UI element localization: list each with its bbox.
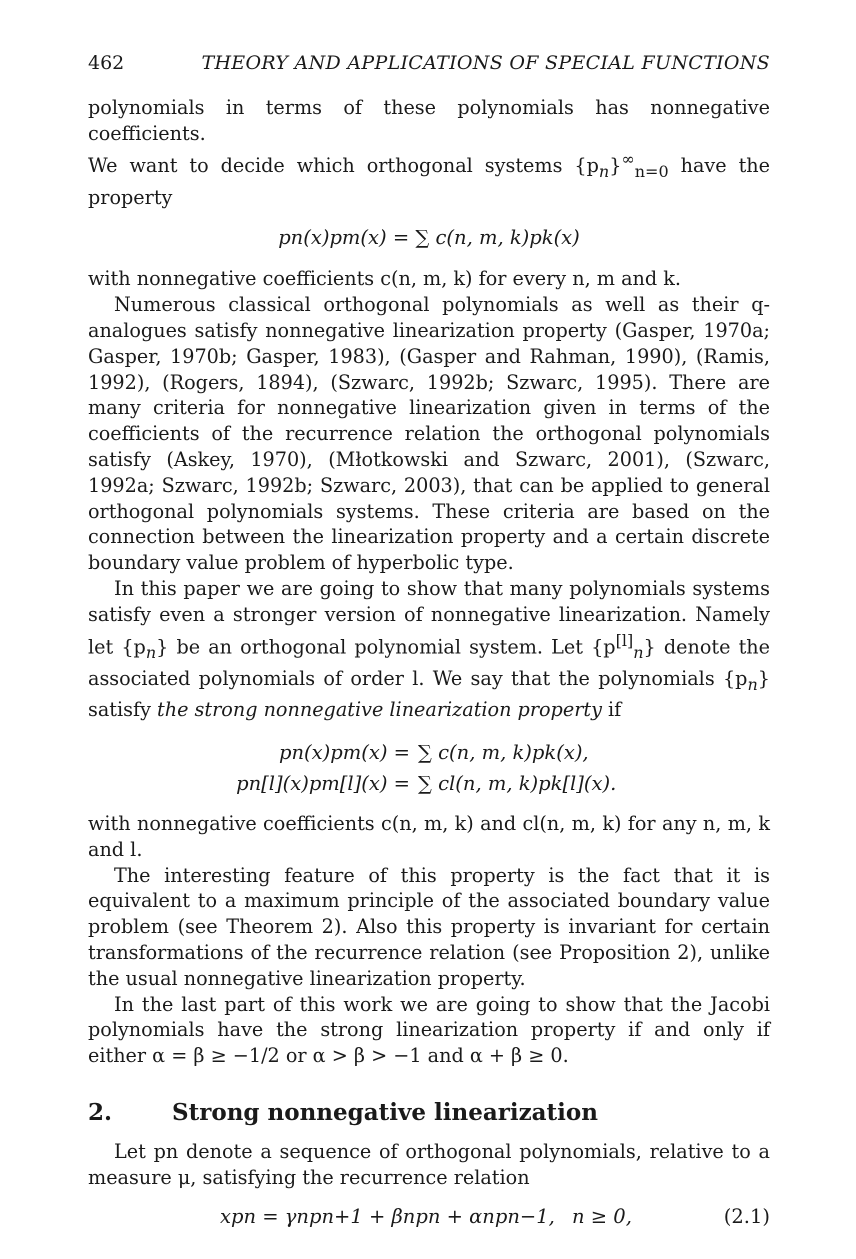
recurrence-condition: n ≥ 0,	[572, 1204, 632, 1228]
paragraph-3: Numerous classical orthogonal polynomials as well as their q-analogues satisfy nonnegative linearization property (Gasper, 1970a; Gasper, 1970b; Gasper, 1983), (Gasper and Rahman, 1990), (Ramis, 1992), (Rogers, 1894), (Szwarc, 1992b; Szwarc, 1995). There are many criteria for nonnegative linearization given in terms of the coefficients of the recurrence relation the orthogonal polynomials satisfy (Askey, 1970), (Młotkowski and Szwarc, 2001), (Szwarc, 1992a; Szwarc, 1992b; Szwarc, 2003), that can be applied to general orthogonal polynomials systems. These criteria are based on the connection between the linearization property and a certain discrete boundary value problem of hyperbolic type.	[88, 293, 770, 575]
body-text	[88, 95, 770, 1229]
page-number: 462	[88, 52, 125, 74]
running-header	[88, 52, 770, 82]
paragraph-1-line-2	[88, 149, 770, 209]
line-2-mid: }	[609, 153, 622, 177]
paragraph-2: with nonnegative coefficients c(n, m, k) for every n, m and k.	[88, 267, 681, 291]
paragraph-7: In the last part of this work we are going to show that the Jacobi polynomials have the strong linearization property if and only if either α = β ≥ −1/2 or α > β > −1 and α + β ≥ 0.	[88, 992, 770, 1068]
section-heading	[88, 1099, 770, 1127]
equation-strong-linearization	[88, 737, 770, 799]
recurrence-formula: xpn = γnpn+1 + βnpn + αnpn−1,	[220, 1204, 555, 1228]
eq-row-2-rhs: ∑ cl(n, m, k)pk[l](x).	[418, 771, 617, 795]
eq-row-1-rhs: ∑ c(n, m, k)pk(x),	[418, 740, 589, 764]
paragraph-1-line-1: polynomials in terms of these polynomials has nonnegative coefficients.	[88, 96, 770, 145]
equation-linearization: pn(x)pm(x) = ∑ c(n, m, k)pk(x)	[278, 226, 580, 250]
eq-row-2-lhs: pn[l](x)pm[l](x) =	[236, 771, 410, 795]
p4-part-1: In this paper we are going to show that many polynomials systems satisfy even a stronger version of nonnegative linearization. Namely let {p	[88, 576, 770, 658]
paragraph-5: with nonnegative coefficients c(n, m, k) and cl(n, m, k) for any n, m, k and l.	[88, 812, 770, 861]
paragraph-1	[88, 95, 770, 210]
line-2-pre: We want to decide which orthogonal systems {p	[88, 153, 599, 177]
p4-part-5: if	[601, 698, 622, 722]
section-title: Strong nonnegative linearization	[172, 1098, 598, 1126]
equation-tag: (2.1)	[723, 1204, 770, 1228]
p4-emphasis: the strong nonnegative linearization property	[157, 698, 602, 722]
running-title: THEORY AND APPLICATIONS OF SPECIAL FUNCTIONS	[201, 52, 770, 74]
line-2-post: have the property	[88, 153, 770, 209]
paragraph-8: Let pn denote a sequence of orthogonal polynomials, relative to a measure μ, satisfying the recurrence relation	[88, 1139, 770, 1189]
section-number: 2.	[88, 1098, 113, 1126]
index-range: ∞$_{n=0}$	[621, 149, 669, 181]
line-2-sub: n	[598, 161, 610, 181]
equation-row-2	[88, 768, 770, 799]
p4-part-3: } denote the associated polynomials of order l. We say that the polynomials {p	[88, 634, 770, 690]
equation-row-1	[88, 737, 770, 768]
equation-recurrence	[88, 1204, 770, 1230]
eq-row-1-lhs: pn(x)pm(x) =	[279, 740, 410, 764]
p4-part-4: } satisfy	[88, 666, 770, 722]
p4-part-2: } be an orthogonal polynomial system. Let {p	[156, 634, 616, 658]
paragraph-4: In this paper we are going to show that many polynomials systems satisfy even a stronger version of nonnegative linearization. Namely let $\{p_n\}$ be an orthogonal polynomial system. Let $\{p[l]_n\}$ denote the associated polynomials of order l. We say that the polynomials $\{p_n\}$ satisfy the strong nonnegative linearization property if	[88, 576, 770, 722]
paragraph-6: The interesting feature of this property is the fact that it is equivalent to a maximum principle of the associated boundary value problem (see Theorem 2). Also this property is invariant for certain transformations of the recurrence relation (see Proposition 2), unlike the usual nonnegative linearization property.	[88, 863, 770, 990]
